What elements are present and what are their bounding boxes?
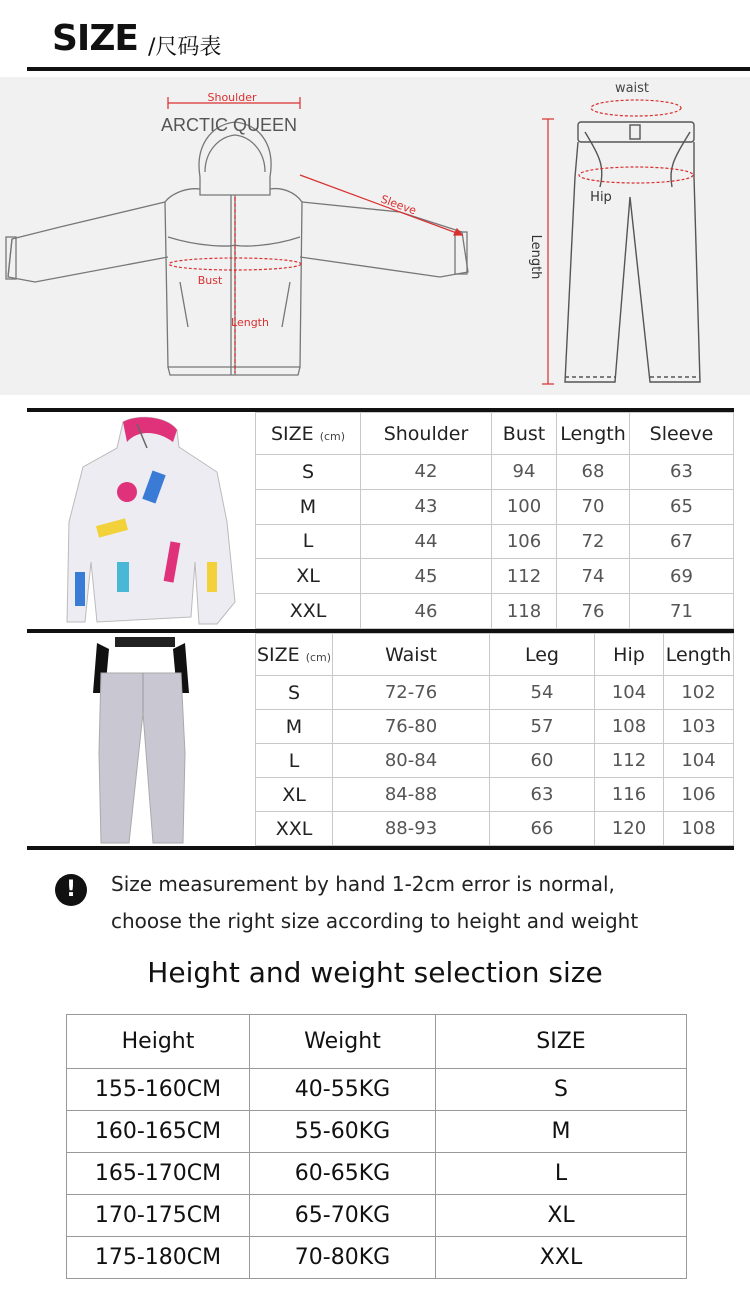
jacket-size-table [255,412,734,629]
table-cell: 65 [630,489,734,524]
note-line-2: choose the right size according to height and weight [111,909,639,933]
col-header: Hip [595,634,664,676]
table-cell: 43 [361,489,492,524]
table-cell: 120 [595,812,664,846]
table-cell: 116 [595,778,664,812]
table-cell: 88-93 [333,812,490,846]
size-header-label: SIZE [256,643,300,666]
table-cell: 60-65KG [250,1153,436,1195]
pants-illustration [565,122,700,382]
table-cell: M [436,1111,687,1153]
unit-label: (cm) [319,429,346,443]
table-row [67,1069,687,1111]
table-cell: 102 [664,676,734,710]
table-cell: 70 [557,489,630,524]
table-cell: S [436,1069,687,1111]
col-header: Height [67,1015,250,1069]
col-header: Leg [490,634,595,676]
table-cell: 112 [595,744,664,778]
col-header: Shoulder [361,413,492,455]
unit-label: (cm) [305,650,332,664]
table-row [256,559,734,594]
col-header: Weight [250,1015,436,1069]
table-cell: 63 [630,455,734,490]
table-cell: 46 [361,594,492,629]
table-cell: 108 [664,812,734,846]
diagram-svg [0,77,750,395]
table-cell: 66 [490,812,595,846]
size-cell: S [256,455,361,490]
table-cell: 106 [492,524,557,559]
table-cell: 118 [492,594,557,629]
shoulder-label: Shoulder [207,91,257,104]
pants-size-table [255,633,734,846]
table-cell: 84-88 [333,778,490,812]
bust-label: Bust [197,274,223,287]
size-cell: M [256,710,333,744]
table-cell: 74 [557,559,630,594]
table-row [256,489,734,524]
height-weight-table [66,1014,687,1279]
jacket-illustration [6,122,468,375]
table-cell: 57 [490,710,595,744]
table-cell: 155-160CM [67,1069,250,1111]
table-cell: 165-170CM [67,1153,250,1195]
col-header: Bust [492,413,557,455]
col-header: Waist [333,634,490,676]
pants-photo [27,633,255,846]
table-row [67,1195,687,1237]
table-row [256,455,734,490]
table-cell: 65-70KG [250,1195,436,1237]
table-cell: 104 [595,676,664,710]
table-cell: 54 [490,676,595,710]
table-cell: 76 [557,594,630,629]
jacket-image [27,412,255,629]
pants-size-header [256,634,333,676]
table-cell: 60 [490,744,595,778]
pants-length-label: Length [528,234,543,280]
table-cell: 76-80 [333,710,490,744]
col-header: Length [557,413,630,455]
size-cell: XL [256,778,333,812]
col-header: Length [664,634,734,676]
table-cell: 106 [664,778,734,812]
table-cell: 69 [630,559,734,594]
header-divider [27,67,750,71]
table-row [256,594,734,629]
size-header-label: SIZE [270,422,314,445]
table-cell: 71 [630,594,734,629]
jacket-measure-lines [168,97,462,373]
table-cell: 104 [664,744,734,778]
table-row [67,1111,687,1153]
measurement-diagram [0,77,750,395]
table-cell: 45 [361,559,492,594]
table-cell: 63 [490,778,595,812]
height-weight-title: Height and weight selection size [147,956,603,989]
table-cell: 112 [492,559,557,594]
size-cell: XXL [256,812,333,846]
table-row [256,812,734,846]
table-cell: 108 [595,710,664,744]
table-cell: 42 [361,455,492,490]
table-cell: 160-165CM [67,1111,250,1153]
table-bottom-rule [27,846,734,850]
table-cell: 67 [630,524,734,559]
sleeve-label: Sleeve [378,192,419,218]
table-row [67,1237,687,1279]
table-row [256,778,734,812]
col-header: Sleeve [630,413,734,455]
table-cell: L [436,1153,687,1195]
jacket-length-label: Length [231,316,269,329]
table-cell: 44 [361,524,492,559]
table-cell: 103 [664,710,734,744]
jacket-size-header [256,413,361,455]
table-row [67,1153,687,1195]
table-cell: XL [436,1195,687,1237]
warning-icon: ! [55,874,87,906]
size-cell: L [256,744,333,778]
table-row [256,744,734,778]
size-cell: M [256,489,361,524]
table-row [256,676,734,710]
table-cell: 40-55KG [250,1069,436,1111]
jacket-photo [27,412,255,629]
page-subtitle: /尺码表 [148,35,222,60]
hw-table-header [67,1015,687,1069]
brand-label: ARCTIC QUEEN [160,115,298,135]
table-cell: 80-84 [333,744,490,778]
note-line-1: Size measurement by hand 1-2cm error is normal, [111,872,615,896]
hip-label: Hip [590,190,612,205]
table-cell: 100 [492,489,557,524]
table-cell: 70-80KG [250,1237,436,1279]
page-title: SIZE [52,18,139,59]
table-cell: 72 [557,524,630,559]
table-cell: XXL [436,1237,687,1279]
table-cell: 175-180CM [67,1237,250,1279]
size-cell: L [256,524,361,559]
size-cell: XXL [256,594,361,629]
table-cell: 55-60KG [250,1111,436,1153]
table-cell: 72-76 [333,676,490,710]
size-cell: S [256,676,333,710]
jacket-table-header [256,413,734,455]
table-cell: 68 [557,455,630,490]
pants-image [27,633,255,846]
table-cell: 94 [492,455,557,490]
table-cell: 170-175CM [67,1195,250,1237]
table-row [256,524,734,559]
table-row [256,710,734,744]
waist-label: waist [614,81,650,96]
pants-table-header [256,634,734,676]
col-header: SIZE [436,1015,687,1069]
size-cell: XL [256,559,361,594]
